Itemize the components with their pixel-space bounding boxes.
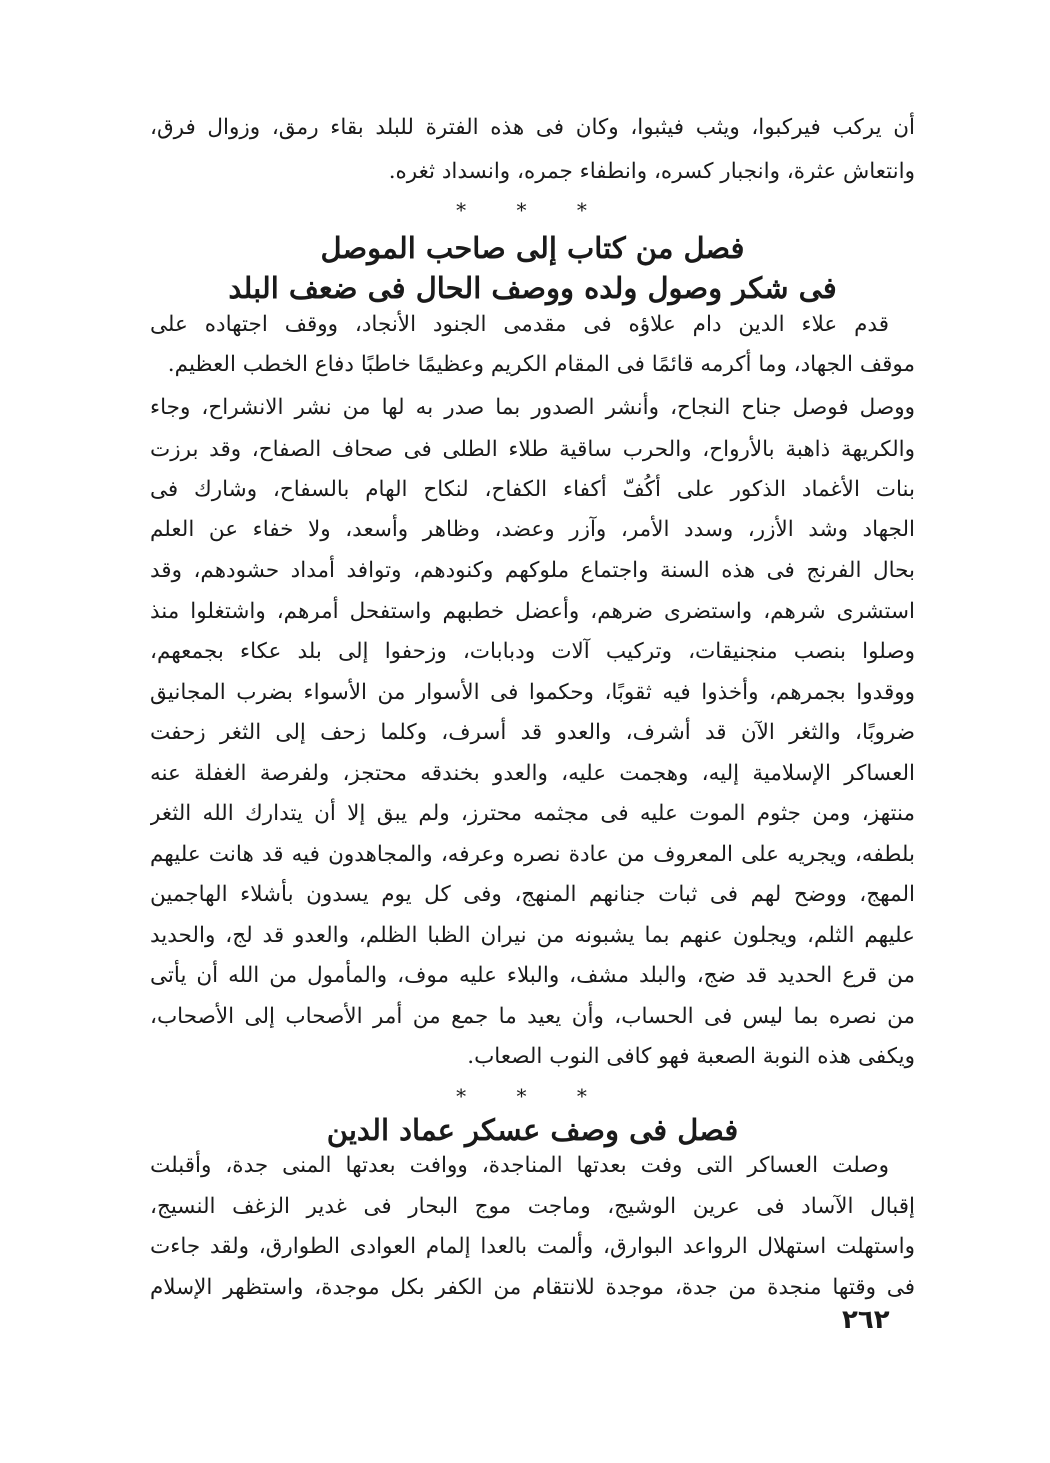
body-line: قدم علاء الدين دام علاؤه فى مقدمى الجنود الأنجاد، ووقف اجتهاده على: [150, 312, 889, 337]
body-line: ووقدوا بجمرهم، وأخذوا فيه ثقوبًا، وحكموا فى الأسوار من الأسواء بضرب المجانيق: [150, 680, 915, 705]
body-line: وصلوا بنصب منجنيقات، وتركيب آلات ودبابات، وزحفوا إلى بلد عكاء بجمعهم،: [150, 639, 915, 664]
body-line: عليهم الثلم، ويجلون عنهم بما يشبونه من نيران الظبا الظلم، والعدو قد لج، والحديد: [150, 923, 915, 948]
body-line: واستهلت استهلال الرواعد البوارق، وألمت بالعدا إلمام العوادى الطوارق، ولقد جاءت: [150, 1234, 915, 1259]
body-line: الجهاد وشد الأزر، وسدد الأمر، وآزر وعضد، وظاهر وأسعد، ولا خفاء عن العلم: [150, 517, 915, 542]
section1-title: فصل من كتاب إلى صاحب الموصل: [320, 231, 745, 265]
body-line: موقف الجهاد، وما أكرمه قائمًا فى المقام الكريم وعظيمًا خاطبًا دفاع الخطب العظيم.: [167, 352, 915, 377]
body-line: بلطفه، ويجريه على المعروف من عادة نصره وعرفه، والمجاهدون فيه قد هانت عليهم: [150, 842, 915, 867]
intro-line: وانتعاش عثرة، وانجبار كسره، وانطفاء جمره، وانسداد ثغره.: [388, 159, 915, 184]
body-line: فى وقتها منجدة من جدة، موجدة للانتقام من الكفر بكل موجدة، واستظهر الإسلام: [150, 1275, 915, 1300]
body-line: من نصره بما ليس فى الحساب، وأن يعيد ما جمع من أمر الأصحاب إلى الأصحاب،: [150, 1004, 915, 1029]
body-line: استشرى شرهم، واستضرى ضرهم، وأعضل خطبهم واستفحل أمرهم، واشتغلوا منذ: [150, 599, 915, 624]
body-line: من قرع الحديد قد ضج، والبلد مشف، والبلاء عليه موف، والمأمول من الله أن يأتى: [150, 963, 915, 988]
body-line: ضروبًا، والثغر الآن قد أشرف، والعدو قد أسرف، وكلما زحف إلى الثغر زحفت: [150, 720, 915, 745]
body-line: المهج، ووضح لهم فى ثبات جنانهم المنهج، وفى كل يوم يسدون بأشلاء الهاجمين: [150, 882, 915, 907]
body-line: ويكفى هذه النوبة الصعبة فهو كافى النوب الصعاب.: [467, 1044, 915, 1069]
section-separator: * * *: [456, 1084, 609, 1108]
body-line: بنات الأغماد الذكور على أكُفّ أكفاء الكفاح، لنكاح الهام بالسفاح، وشارك فى: [150, 477, 915, 502]
section-separator: * * *: [456, 198, 609, 222]
body-line: منتهز، ومن جثوم الموت عليه فى مجثمه محترز، ولم يبق إلا أن يتدارك الله الثغر: [150, 801, 915, 826]
body-line: وصلت العساكر التى وفت بعدتها المناجدة، ووافت بعدتها المنى جدة، وأقبلت: [150, 1153, 889, 1178]
body-line: بحال الفرنج فى هذه السنة واجتماع ملوكهم وكنودهم، وتوافد أمداد حشودهم، وقد: [150, 558, 915, 583]
body-line: والكريهة ذاهبة بالأرواح، والحرب ساقية طلاء الطلى فى صحاف الصفاح، وقد برزت: [150, 437, 915, 462]
page-number: ٢٦٢: [842, 1305, 890, 1335]
section2-title: فصل فى وصف عسكر عماد الدين: [326, 1113, 739, 1147]
intro-line: أن يركب فيركبوا، ويثب فيثبوا، وكان فى هذه الفترة للبلد بقاء رمق، وزوال فرق،: [150, 115, 915, 140]
body-line: ووصل فوصل جناح النجاح، وأنشر الصدور بما صدر به لها من نشر الانشراح، وجاء: [150, 395, 915, 420]
section1-subtitle: فى شكر وصول ولده ووصف الحال فى ضعف البلد: [228, 271, 837, 305]
body-line: العساكر الإسلامية إليه، وهجمت عليه، والعدو بخندقه محتجز، ولفرصة الغفلة عنه: [150, 761, 915, 786]
body-line: إقبال الآساد فى عرين الوشيج، وماجت موج البحار فى غدير الزغف النسيج،: [150, 1194, 915, 1219]
